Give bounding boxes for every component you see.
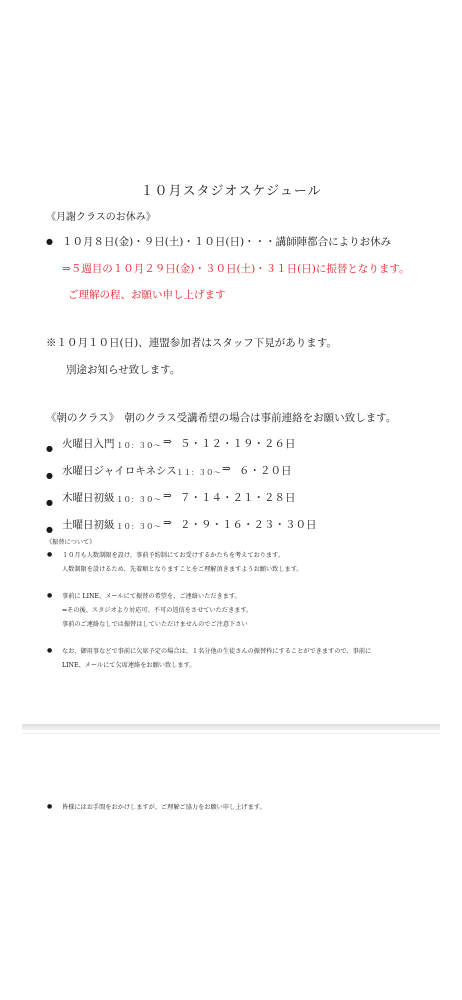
bullet: ●: [46, 498, 53, 507]
page-divider: [22, 724, 440, 730]
transfer-paragraph-line: ⇒その後、スタジオより対応可、不可の返信をさせていただきます。: [62, 607, 253, 614]
bullet: ●: [47, 647, 53, 654]
schedule-class-name: 水曜日ジャイロキネシス: [62, 465, 177, 477]
schedule-class-name: 木曜日初級: [62, 492, 115, 504]
transfer-paragraph-line: なお、御用事などで事前に欠席予定の場合は、１名分他の生徒さんの振替枠にすることができますので、事前に: [62, 648, 372, 655]
holiday-transfer-line: ⇒５週目の１０月２９日(金)・３０日(土)・３１日(日)に振替となります。: [62, 263, 410, 275]
page-divider-line: [22, 733, 440, 734]
bullet: ●: [46, 471, 53, 480]
note-oct10-followup: 別途お知らせ致します。: [66, 364, 181, 376]
schedule-row: [46, 517, 53, 536]
bullet: ●: [46, 525, 53, 534]
holiday-line: １０月８日(金)・９日(土)・１０日(日)・・・講師陣都合によりお休み: [62, 236, 392, 248]
bullet: ●: [47, 592, 53, 599]
arrow-icon: ⇒: [163, 490, 172, 502]
schedule-row: [46, 436, 53, 455]
schedule-time: １０：３０～: [116, 522, 161, 531]
schedule-dates: ７・１４・２１・２８日: [180, 492, 296, 504]
schedule-time: １０：３０～: [116, 441, 161, 450]
transfer-paragraph-line: 事前に LINE、メールにて振替の希望を、ご連絡いただきます。: [62, 593, 241, 600]
arrow-icon: ⇒: [163, 436, 172, 448]
bullet: ●: [46, 237, 53, 246]
transfer-paragraph-line: 人数制限を設けるため、先着順となりますことをご理解頂きますようお願い致します。: [62, 566, 303, 573]
schedule-dates: ２・９・１６・２３・３０日: [180, 519, 317, 531]
bullet: ●: [46, 444, 53, 453]
morning-class-heading: 《朝のクラス》 朝のクラス受講希望の場合は事前連絡をお願い致します。: [46, 412, 397, 424]
schedule-dates: ６・２０日: [239, 465, 292, 477]
schedule-time: １１：３０～: [176, 468, 221, 477]
schedule-dates: ５・１２・１９・２６日: [180, 438, 296, 450]
schedule-time: １０：３０～: [116, 495, 161, 504]
arrow-icon: ⇒: [163, 517, 172, 529]
note-oct10: ※１０月１０日(日)、連盟参加者はスタッフ下見があります。: [46, 337, 337, 349]
schedule-row: [46, 463, 53, 482]
transfer-paragraph-line: １０月も人数制限を設け、事前予約制にてお受けするかたちを考えております。: [62, 552, 285, 559]
transfer-paragraph-line: LINE、メールにて欠席連絡をお願い致します。: [62, 662, 196, 669]
transfer-paragraph-line: 事前のご連絡なしでは振替はしていただけませんのでご注意下さい: [62, 621, 248, 628]
arrow-icon: ⇒: [222, 463, 231, 475]
schedule-class-name: 土曜日初級: [62, 519, 115, 531]
bullet: ●: [47, 551, 53, 558]
schedule-class-name: 火曜日入門: [62, 438, 115, 450]
page-title: １０月スタジオスケジュール: [140, 184, 322, 199]
holiday-apology-line: ご理解の程、お願い申し上げます: [68, 289, 226, 301]
schedule-row: [46, 490, 53, 509]
monthly-holiday-heading: 《月謝クラスのお休み》: [46, 212, 156, 223]
footer-note: 皆様にはお手間をおかけしますが、ご理解ご協力をお願い申し上げます。: [62, 804, 266, 811]
transfer-heading: 《振替について》: [46, 539, 96, 546]
bullet: ●: [47, 803, 53, 810]
